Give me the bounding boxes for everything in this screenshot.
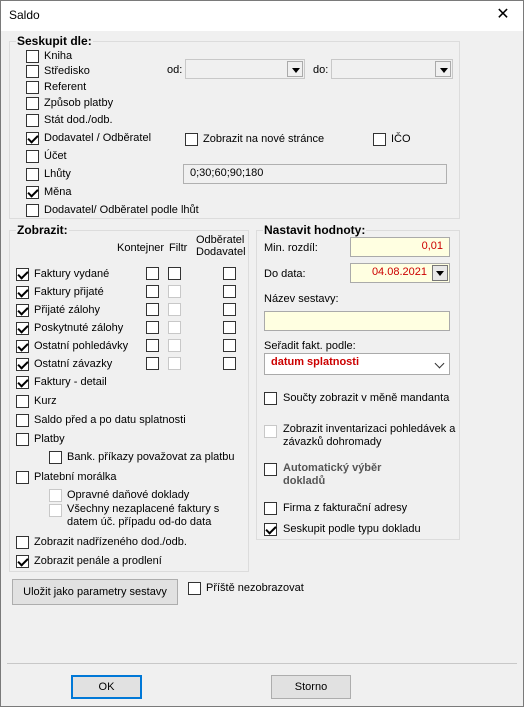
kurz-checkbox[interactable]	[16, 395, 29, 408]
nezaplacene-faktury-checkbox	[49, 504, 62, 517]
filtr-checkbox	[168, 339, 181, 352]
cancel-button[interactable]: Storno	[271, 675, 351, 699]
chevron-down-icon[interactable]	[435, 359, 445, 369]
ico-checkbox[interactable]	[373, 133, 386, 146]
col-header-odberatel: Odběratel	[196, 234, 245, 246]
faktury-prijate-label: Faktury přijaté	[34, 286, 104, 298]
dodavatel-checkbox[interactable]	[223, 285, 236, 298]
col-header-filtr: Filtr	[169, 242, 188, 254]
chevron-down-icon[interactable]	[435, 61, 451, 77]
saldo-pred-po-label: Saldo před a po datu splatnosti	[34, 414, 186, 426]
referent-label: Referent	[44, 81, 87, 93]
nadrizeny-label: Zobrazit nadřízeného dod./odb.	[34, 536, 187, 548]
values-title: Nastavit hodnoty:	[264, 223, 366, 237]
kniha-label: Kniha	[44, 50, 73, 62]
footer-divider	[7, 663, 517, 664]
platebni-moralka-label: Platební morálka	[34, 471, 117, 483]
filtr-checkbox	[168, 321, 181, 334]
do-label: do:	[313, 64, 329, 76]
kontejner-checkbox[interactable]	[146, 285, 159, 298]
dodavatel-checkbox[interactable]	[223, 321, 236, 334]
ok-button[interactable]: OK	[71, 675, 142, 699]
filtr-checkbox	[168, 357, 181, 370]
window-title: Saldo	[9, 8, 40, 22]
stat-label: Stát dod./odb.	[44, 114, 113, 126]
automaticky-vyber-label: Automatický výběr	[283, 462, 382, 474]
do-data-value: 04.08.2021	[371, 266, 427, 278]
od-combobox[interactable]	[185, 59, 305, 79]
dont-show-label: Příště nezobrazovat	[206, 582, 304, 594]
do-combobox[interactable]	[331, 59, 453, 79]
od-label: od:	[167, 64, 183, 76]
new-page-checkbox[interactable]	[185, 133, 198, 146]
lhuty-input[interactable]: 0;30;60;90;180	[183, 164, 447, 184]
bank-prikazy-label: Bank. příkazy považovat za platbu	[67, 451, 235, 463]
filtr-checkbox	[168, 303, 181, 316]
odberatel-checkbox[interactable]	[223, 303, 236, 316]
saldo-pred-po-checkbox[interactable]	[16, 414, 29, 427]
filtr-checkbox	[168, 285, 181, 298]
ostatni-pohledavky-checkbox[interactable]	[16, 340, 29, 353]
kontejner-checkbox[interactable]	[146, 303, 159, 316]
seradit-select[interactable]	[264, 353, 450, 375]
inventarizace-checkbox	[264, 425, 277, 438]
kurz-label: Kurz	[34, 395, 57, 407]
mena-label: Měna	[44, 186, 72, 198]
automaticky-vyber-checkbox[interactable]	[264, 463, 277, 476]
automaticky-vyber-label-2: dokladů	[283, 475, 326, 487]
zpusob-platby-checkbox[interactable]	[26, 97, 39, 110]
lhuty-checkbox[interactable]	[26, 168, 39, 181]
inventarizace-label: Zobrazit inventarizaci pohledávek a	[283, 423, 456, 435]
zpusob-platby-label: Způsob platby	[44, 97, 114, 109]
prijate-zalohy-label: Přijaté zálohy	[34, 304, 101, 316]
platby-checkbox[interactable]	[16, 433, 29, 446]
nezaplacene-faktury-label-2: datem úč. případu od-do data	[67, 516, 212, 528]
chevron-down-icon[interactable]	[287, 61, 303, 77]
calendar-dropdown-icon[interactable]	[432, 265, 448, 281]
title-bar	[1, 1, 523, 31]
seskupit-typ-checkbox[interactable]	[264, 523, 277, 536]
kniha-checkbox[interactable]	[26, 50, 39, 63]
penale-label: Zobrazit penále a prodlení	[34, 555, 162, 567]
close-icon[interactable]: ✕	[496, 6, 510, 23]
ostatni-zavazky-label: Ostatní závazky	[34, 358, 113, 370]
odberatel-checkbox[interactable]	[223, 267, 236, 280]
nazev-sestavy-input[interactable]	[264, 311, 450, 331]
new-page-label: Zobrazit na nové stránce	[203, 133, 325, 145]
seskupit-typ-label: Seskupit podle typu dokladu	[283, 523, 421, 535]
kontejner-checkbox[interactable]	[146, 357, 159, 370]
nezaplacene-faktury-label: Všechny nezaplacené faktury s	[67, 503, 220, 515]
kontejner-checkbox[interactable]	[146, 267, 159, 280]
firma-adresa-checkbox[interactable]	[264, 502, 277, 515]
inventarizace-label-2: závazků dohromady	[283, 436, 382, 448]
seradit-label: Seřadit fakt. podle:	[264, 340, 356, 352]
dont-show-checkbox[interactable]	[188, 582, 201, 595]
seradit-value: datum splatnosti	[271, 356, 360, 368]
lhuty-label: Lhůty	[44, 168, 71, 180]
dod-odb-lhut-label: Dodavatel/ Odběratel podle lhůt	[44, 204, 199, 216]
dodavatel-odberatel-label: Dodavatel / Odběratel	[44, 132, 152, 144]
referent-checkbox[interactable]	[26, 81, 39, 94]
kontejner-checkbox[interactable]	[146, 339, 159, 352]
platby-label: Platby	[34, 433, 65, 445]
do-data-input[interactable]	[350, 263, 450, 283]
dod-odb-lhut-checkbox[interactable]	[26, 204, 39, 217]
min-rozdil-value: 0,01	[421, 240, 443, 252]
bank-prikazy-checkbox[interactable]	[49, 451, 62, 464]
ostatni-pohledavky-label: Ostatní pohledávky	[34, 340, 129, 352]
stredisko-checkbox[interactable]	[26, 65, 39, 78]
firma-adresa-label: Firma z fakturační adresy	[283, 502, 408, 514]
soucty-mena-label: Součty zobrazit v měně mandanta	[283, 392, 450, 404]
filtr-checkbox[interactable]	[168, 267, 181, 280]
faktury-vydane-checkbox[interactable]	[16, 268, 29, 281]
stat-checkbox[interactable]	[26, 114, 39, 127]
stredisko-label: Středisko	[44, 65, 90, 77]
save-params-button[interactable]: Uložit jako parametry sestavy	[12, 579, 178, 605]
opravne-doklady-label: Opravné daňové doklady	[67, 489, 190, 501]
mena-checkbox[interactable]	[26, 186, 39, 199]
poskytnute-zalohy-checkbox[interactable]	[16, 322, 29, 335]
group-by-title: Seskupit dle:	[17, 34, 92, 48]
odberatel-checkbox[interactable]	[223, 339, 236, 352]
ucet-checkbox[interactable]	[26, 150, 39, 163]
nazev-sestavy-label: Název sestavy:	[264, 293, 339, 305]
show-title: Zobrazit:	[17, 223, 68, 237]
opravne-doklady-checkbox	[49, 489, 62, 502]
faktury-prijate-checkbox[interactable]	[16, 286, 29, 299]
do-data-label: Do data:	[264, 268, 306, 280]
faktury-detail-checkbox[interactable]	[16, 376, 29, 389]
dodavatel-checkbox[interactable]	[223, 357, 236, 370]
faktury-detail-label: Faktury - detail	[34, 376, 107, 388]
col-header-kontejner: Kontejner	[117, 242, 165, 254]
kontejner-checkbox[interactable]	[146, 321, 159, 334]
dodavatel-odberatel-checkbox[interactable]	[26, 132, 39, 145]
penale-checkbox[interactable]	[16, 555, 29, 568]
prijate-zalohy-checkbox[interactable]	[16, 304, 29, 317]
ucet-label: Účet	[44, 150, 67, 162]
col-header-dodavatel: Dodavatel	[196, 246, 246, 258]
platebni-moralka-checkbox[interactable]	[16, 471, 29, 484]
min-rozdil-input[interactable]	[350, 237, 450, 257]
poskytnute-zalohy-label: Poskytnuté zálohy	[34, 322, 124, 334]
nadrizeny-checkbox[interactable]	[16, 536, 29, 549]
ostatni-zavazky-checkbox[interactable]	[16, 358, 29, 371]
faktury-vydane-label: Faktury vydané	[34, 268, 110, 280]
min-rozdil-label: Min. rozdíl:	[264, 242, 318, 254]
soucty-mena-checkbox[interactable]	[264, 392, 277, 405]
ico-label: IČO	[391, 133, 411, 145]
